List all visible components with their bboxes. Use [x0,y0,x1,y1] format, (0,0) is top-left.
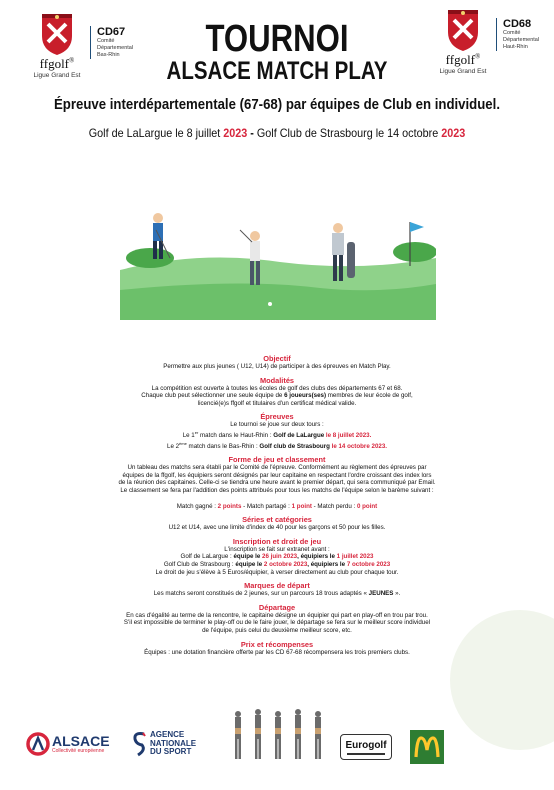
golden-arches-icon [414,736,440,758]
cd68-label: CD68 [503,18,532,30]
cd67-line: Bas-Rhin [97,52,120,58]
golf-illustration [120,200,436,320]
section-title: Séries et catégories [242,515,312,525]
logo-cd67: ffgolf® Ligue Grand Est CD67 Comité Départemental Bas-Rhin [28,12,133,79]
section-title: Inscription et droit de jeu [232,536,322,546]
ans-s-icon [132,730,146,758]
logo-cd68: ffgolf® Ligue Grand Est CD68 Comité Départemental Haut-Rhin [434,8,539,75]
cd67-line: Départemental [97,45,134,51]
section-title: Modalités [259,375,295,385]
cd67-label: CD67 [97,26,126,38]
shield-icon [444,8,482,52]
cd68-line: Haut-Rhin [503,44,528,50]
cd68-line: Départemental [503,37,540,43]
section-title: Marques de départ [244,581,310,591]
rules-content: Objectif Permettre aux plus jeunes ( U12, U14) de participer à des épreuves en Match Play. Modalités La compétition est ouverte à toutes les écoles de golf des clubs des départements 67 et 68. Chaque club peut sélectionner une seule équipe de 6 joueurs(ses) membres de leur école de golf, licencié(e)s ffgolf et titulaires d'un certificat médical valide. Épreuves Le tournoi se joue sur deux tours : Le 1er match dans le Haut-Rhin : Golf de LaLargue le 8 juillet 2023. Le 2ème match dans le Bas-Rhin : Golf club de Strasbourg le 14 octobre 2023. Forme de jeu et classement Un tableau des matchs sera établi par le Comité de l'épreuve. Conformément au règlement des épreuves par équipes de la ffgolf, les équipiers seront désignés par leur capitaine en respectant l'ordre croissant des index lors de la réunion des capitaines. Celle-ci se tiendra une heure avant le premier départ, qui sera communiqué par Email. Le classement se fera par l'addition des points attribués pour tous les matchs de l'équipe selon le barème suivant : Match gagné : 2 points - Match partagé : 1 point - Match perdu : 0 point Séries et catégories U12 et U14, avec une limite d'index de 40 pour les garçons et 50 pour les filles. Inscription et droit de jeu L'inscription se fait sur extranet avant : Golf de LaLargue : équipe le 26 juin 2023, équipiers le 1 juillet 2023 Golf Club de Strasbourg : équipe le 2 octobre 2023, équipiers le 7 octobre 2023 Le droit de jeu s'élève à 5 Euros/équipier, à verser directement au club pour chaque tour. Marques de départ Les matchs seront constitués de 2 jeunes, sur un parcours 18 trous adaptés « JEUNES ». Départage En cas d'égalité au terme de la rencontre, le capitaine désigne un équipier qui part en play-off en trou par trou. S'il est impossible de terminer le play-off ou de le faire jouer, le départage se fera sur le meilleur score individuel de l'équipe, puis celui du deuxième meilleur score, etc. Prix et récompenses Équipes : une dotation financière offerte par les CD 67-68 récompensera les trois premiers clubs. [60,349,494,656]
cd67-line: Comité [97,38,115,44]
section-title: Forme de jeu et classement [228,455,326,465]
alsace-logo: ALSACE Collectivité européenne [26,732,110,756]
alsace-a-icon [26,732,50,756]
section-title: Départage [258,602,296,612]
event-dates: Golf de LaLargue le 8 juillet 2023 - Golf Club de Strasbourg le 14 octobre 2023 [88,126,466,140]
shield-icon [38,12,76,56]
eurogolf-bar [347,753,385,755]
section-title: Épreuves [260,412,294,422]
cd68-line: Comité [503,30,521,36]
ffgolf-text: ffgolf [39,56,70,71]
mcdonalds-logo [410,730,444,764]
golfer-figure-1 [153,213,170,259]
title-alsace-match-play: ALSACE MATCH PLAY [166,57,388,85]
sponsor-footer [0,728,554,778]
ligue-text: Ligue Grand Est [439,68,487,75]
section-title: Objectif [263,354,291,363]
ffgolf-text: ffgolf [445,52,476,67]
title-tournoi: TOURNOI [205,18,349,60]
ans-logo: AGENCE NATIONALE DU SPORT [132,730,196,758]
swing-sequence-illustration [228,698,328,778]
section-title: Prix et récompenses [240,639,314,649]
eurogolf-logo: Eurogolf [340,734,392,760]
subtitle: Épreuve interdépartementale (67-68) par équipes de Club en individuel. [54,96,500,113]
ligue-text: Ligue Grand Est [33,72,81,79]
